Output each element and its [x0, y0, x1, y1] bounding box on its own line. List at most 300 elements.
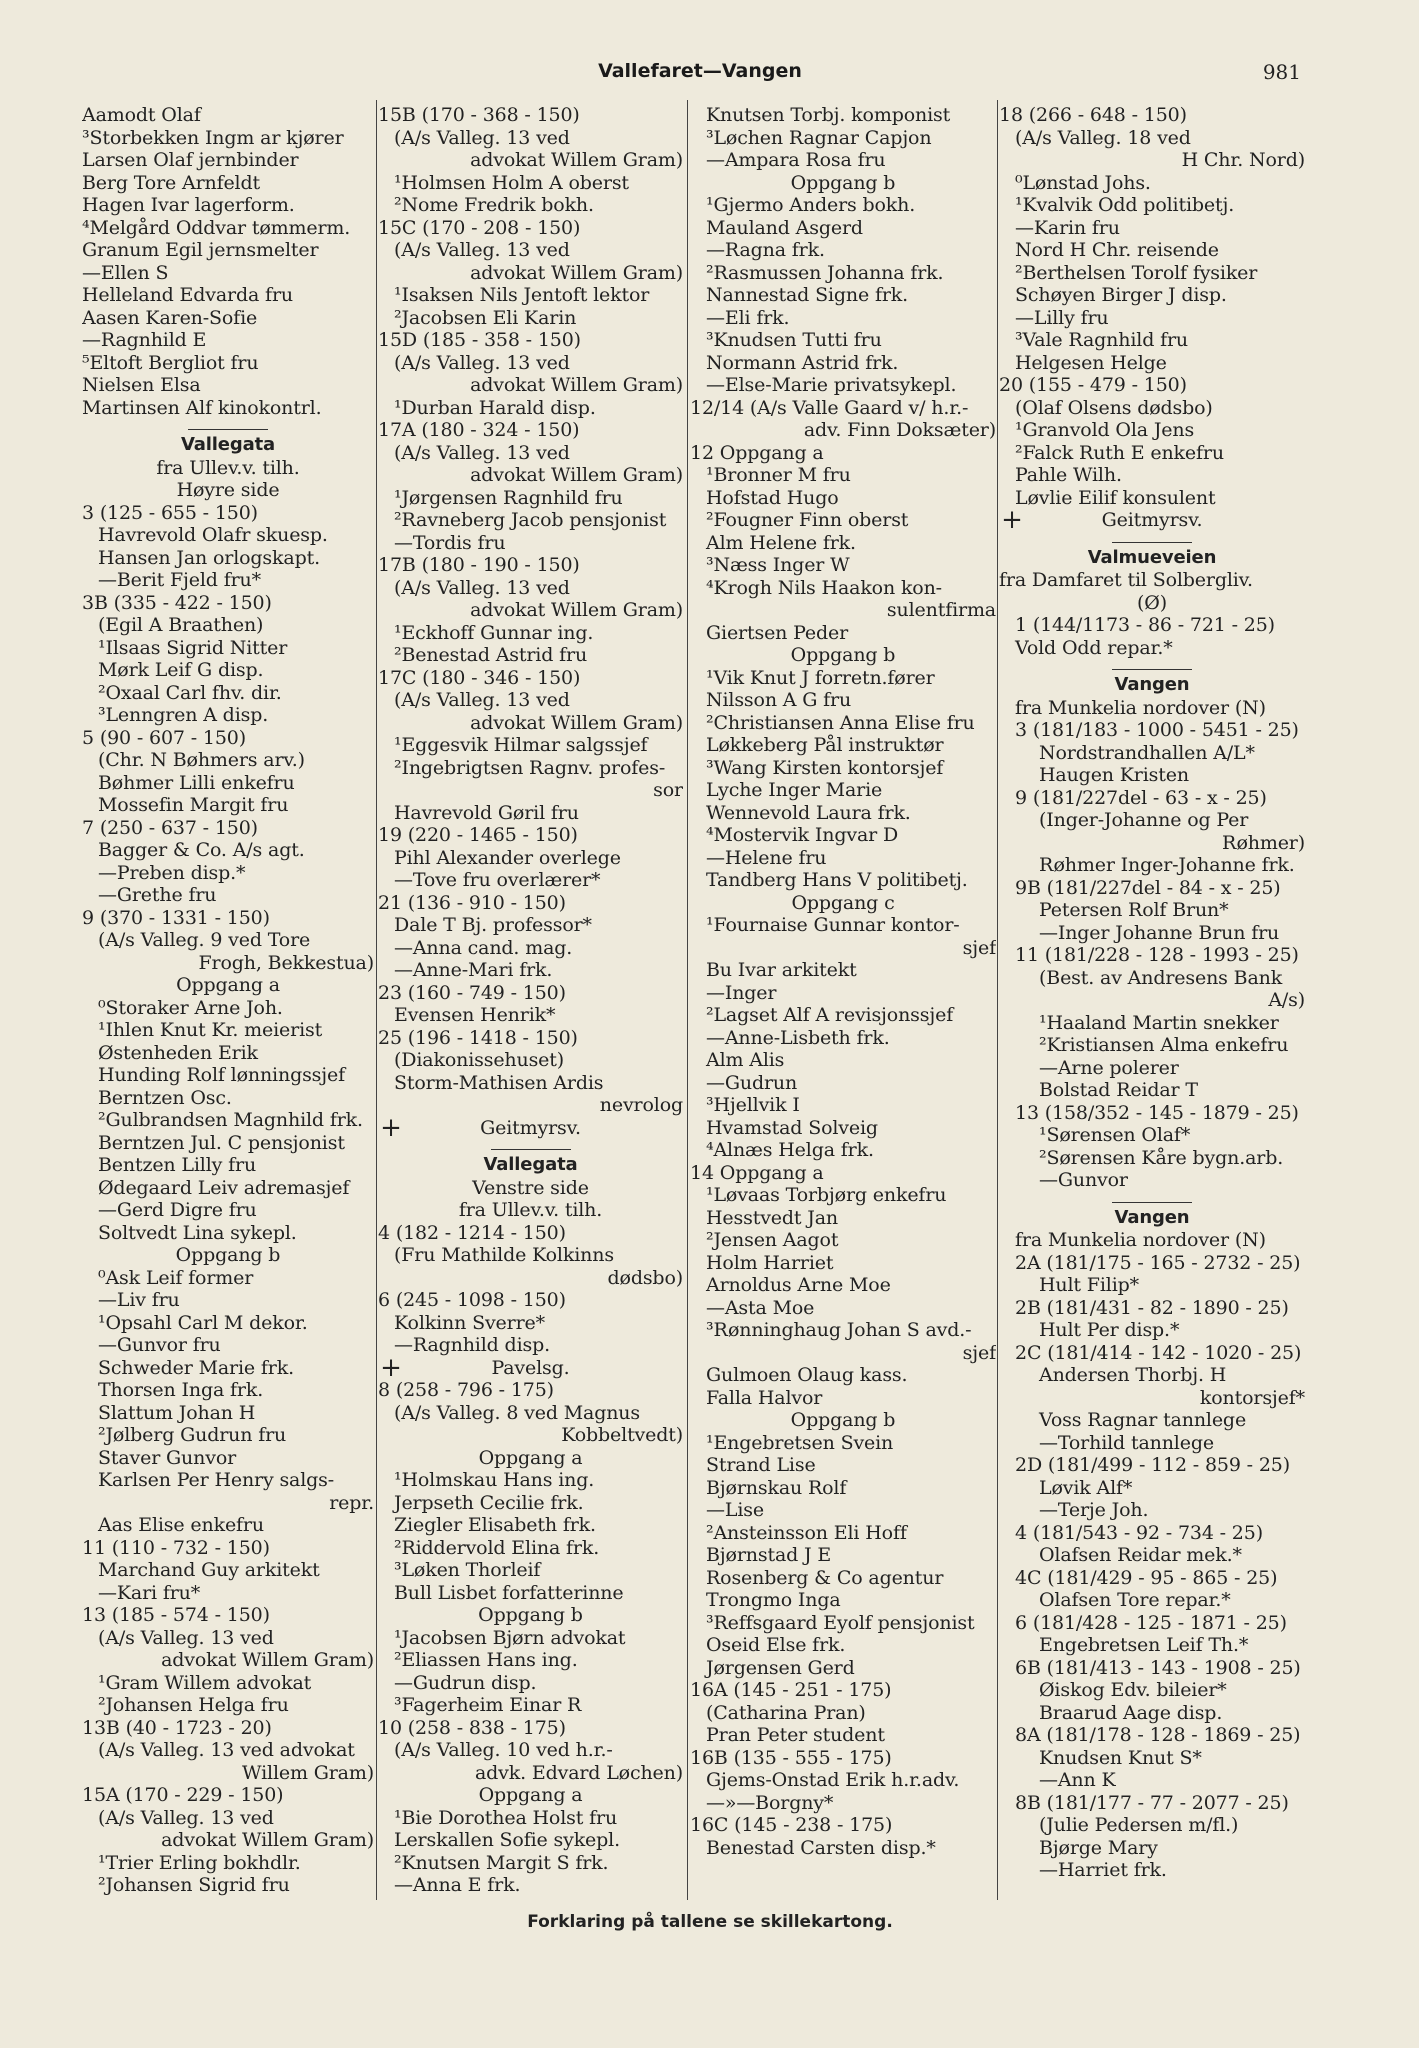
line-text: 6 (245 - 1098 - 150) — [378, 1289, 566, 1311]
line-text: ³Rønninghaug Johan S avd.- — [706, 1319, 972, 1341]
directory-line — [690, 1027, 996, 1050]
directory-line — [82, 104, 374, 127]
directory-line — [999, 374, 1305, 397]
line-text: ¹Eckhoff Gunnar ing. — [394, 621, 594, 644]
line-text: 17B (180 - 190 - 150) — [378, 554, 580, 576]
line-text: Bull Lisbet forfatterinne — [394, 1581, 624, 1604]
directory-line — [378, 509, 683, 532]
directory-line — [690, 1184, 996, 1207]
directory-line — [999, 1567, 1305, 1590]
line-text: (Catharina Pran) — [706, 1701, 866, 1724]
line-text: 3B (335 - 422 - 150) — [82, 591, 272, 614]
directory-line — [999, 764, 1305, 787]
line-text: 17C (180 - 346 - 150) — [378, 666, 581, 689]
line-text: fra Damfaret til Solbergliv. — [999, 569, 1253, 591]
directory-line — [999, 1124, 1305, 1147]
line-text: —Gudrun disp. — [394, 1671, 537, 1694]
directory-line — [999, 854, 1305, 877]
directory-line — [690, 554, 996, 577]
directory-line — [82, 1784, 374, 1807]
directory-line — [378, 1717, 683, 1740]
directory-line — [690, 1522, 996, 1545]
directory-line — [690, 1499, 996, 1522]
line-text: Hult Filip* — [1039, 1274, 1139, 1296]
line-text: Benestad Carsten disp.* — [706, 1836, 936, 1859]
line-text: Øiskog Edv. bileier* — [1039, 1679, 1227, 1701]
directory-line — [378, 1762, 683, 1785]
line-text: Nannestad Signe frk. — [706, 284, 909, 306]
directory-line — [690, 847, 996, 870]
line-text: ¹Granvold Ola Jens — [1015, 419, 1195, 441]
line-text: ²Johansen Helga fru — [98, 1694, 289, 1716]
directory-line — [82, 1469, 374, 1492]
directory-line — [378, 802, 683, 825]
line-text: Oppgang b — [790, 1409, 896, 1431]
directory-line — [690, 1297, 996, 1320]
line-text: 23 (160 - 749 - 150) — [378, 981, 566, 1004]
line-text: (Julie Pedersen m/fl.) — [1039, 1814, 1239, 1836]
directory-line — [82, 1357, 374, 1380]
directory-line — [378, 667, 683, 690]
line-text: Pran Peter student — [706, 1724, 885, 1746]
directory-line — [999, 419, 1305, 442]
line-text: —Berit Fjeld fru* — [98, 569, 261, 591]
directory-line — [378, 1537, 683, 1560]
line-text: ²Jensen Aagot — [706, 1229, 839, 1251]
directory-line — [82, 1672, 374, 1695]
directory-line — [378, 487, 683, 510]
column-2 — [378, 104, 683, 1897]
directory-line — [999, 1747, 1305, 1770]
line-text: Hagen Ivar lagerform. — [82, 194, 295, 216]
line-text: Haugen Kristen — [1039, 764, 1189, 786]
line-text: (A/s Valleg. 13 ved — [394, 239, 570, 261]
directory-line — [82, 974, 374, 997]
line-text: Braarud Aage disp. — [1039, 1701, 1223, 1724]
directory-line — [690, 1319, 996, 1342]
line-text: —Ragnhild E — [82, 329, 207, 351]
directory-line — [690, 329, 996, 352]
directory-line — [999, 149, 1305, 172]
directory-line — [690, 442, 996, 465]
directory-line — [378, 1094, 683, 1117]
line-text: 2D (181/499 - 112 - 859 - 25) — [1015, 1454, 1290, 1476]
line-text: 4 (181/543 - 92 - 734 - 25) — [1015, 1521, 1263, 1544]
line-text: advk. Edvard Løchen) — [474, 1761, 683, 1784]
line-text: Ziegler Elisabeth frk. — [394, 1514, 596, 1536]
line-text: ²Lagset Alf A revisjonssjef — [706, 1004, 954, 1026]
directory-line — [378, 284, 683, 307]
line-text: Staver Gunvor — [98, 1446, 237, 1469]
directory-line — [999, 877, 1305, 900]
directory-line — [999, 1792, 1305, 1815]
directory-line — [690, 1477, 996, 1500]
line-text: Marchand Guy arkitekt — [98, 1559, 320, 1581]
line-text: ¹Eggesvik Hilmar salgssjef — [394, 734, 648, 756]
line-text: Andersen Thorbj. H — [1039, 1364, 1227, 1386]
street-heading — [999, 674, 1305, 697]
line-text: ¹Opsahl Carl M dekor. — [98, 1311, 308, 1334]
directory-line — [378, 892, 683, 915]
directory-line — [999, 464, 1305, 487]
directory-line — [690, 1837, 996, 1860]
directory-line — [690, 149, 996, 172]
directory-line — [690, 869, 996, 892]
directory-line — [999, 592, 1305, 615]
directory-line — [690, 1342, 996, 1365]
line-text: Nielsen Elsa — [82, 374, 201, 396]
line-text: nevrolog — [599, 1094, 683, 1116]
line-text: —Preben disp.* — [98, 861, 246, 884]
line-text: ³Løken Thorleif — [394, 1559, 541, 1581]
directory-line — [690, 644, 996, 667]
line-text: Oppgang b — [790, 644, 896, 666]
line-text: Mauland Asgerd — [706, 216, 863, 239]
line-text: ²Benestad Astrid fru — [394, 644, 588, 666]
line-text: —Gunvor — [1039, 1169, 1128, 1191]
line-text: ¹Sørensen Olaf* — [1039, 1124, 1191, 1146]
directory-line — [378, 1289, 683, 1312]
line-text: 11 (181/228 - 128 - 1993 - 25) — [1015, 944, 1299, 966]
line-text: sjef — [962, 1341, 996, 1364]
directory-line — [378, 1402, 683, 1425]
page-number: 981 — [1262, 60, 1301, 84]
line-text: Schweder Marie frk. — [98, 1356, 294, 1379]
line-text: Olafsen Reidar mek.* — [1039, 1544, 1242, 1566]
line-text: ¹Jacobsen Bjørn advokat — [394, 1626, 626, 1649]
line-text: ²Falck Ruth E enkefru — [1015, 441, 1224, 464]
line-text: —Ragnhild disp. — [394, 1334, 551, 1356]
directory-line — [82, 749, 374, 772]
line-text: Lerskallen Sofie sykepl. — [394, 1829, 620, 1851]
line-text: Vallegata — [180, 434, 276, 455]
line-text: ²Rasmussen Johanna frk. — [706, 261, 944, 284]
directory-line — [999, 1297, 1305, 1320]
directory-line — [82, 1379, 374, 1402]
directory-line — [82, 1537, 374, 1560]
section-rule — [491, 1149, 571, 1150]
directory-line — [82, 217, 374, 240]
directory-line — [999, 509, 1305, 532]
directory-line — [378, 1379, 683, 1402]
directory-line — [999, 1364, 1305, 1387]
directory-line — [82, 907, 374, 930]
directory-line — [82, 1559, 374, 1582]
directory-line — [690, 1117, 996, 1140]
directory-line — [82, 952, 374, 975]
directory-line — [999, 1432, 1305, 1455]
directory-line — [82, 1447, 374, 1470]
directory-line — [378, 1514, 683, 1537]
cross-street-icon: + — [1001, 509, 1023, 532]
directory-line — [690, 509, 996, 532]
directory-line — [690, 1409, 996, 1432]
line-text: (Best. av Andresens Bank — [1039, 966, 1283, 989]
directory-line — [378, 1807, 683, 1830]
directory-line — [999, 1837, 1305, 1860]
line-text: H Chr. Nord) — [1181, 149, 1305, 171]
directory-line — [82, 1514, 374, 1537]
directory-line — [690, 1589, 996, 1612]
line-text: ¹Holmskau Hans ing. — [394, 1469, 595, 1491]
line-text: Kobbeltvedt) — [561, 1424, 683, 1446]
directory-line — [690, 1364, 996, 1387]
directory-line — [82, 1312, 374, 1335]
directory-line — [378, 1447, 683, 1470]
line-text: 4 (182 - 1214 - 150) — [378, 1221, 566, 1244]
directory-line — [82, 569, 374, 592]
directory-line — [690, 464, 996, 487]
directory-line — [82, 794, 374, 817]
line-text: ²Ansteinsson Eli Hoff — [706, 1521, 907, 1544]
directory-line — [999, 1012, 1305, 1035]
directory-line — [378, 1072, 683, 1095]
directory-line — [999, 1522, 1305, 1545]
directory-line — [82, 614, 374, 637]
directory-line — [82, 149, 374, 172]
directory-line — [82, 1762, 374, 1785]
line-text: 16B (135 - 555 - 175) — [690, 1746, 892, 1769]
directory-line — [82, 637, 374, 660]
directory-line — [999, 1814, 1305, 1837]
line-text: Bjørge Mary — [1039, 1836, 1158, 1859]
directory-line — [999, 922, 1305, 945]
directory-line — [82, 284, 374, 307]
directory-line — [690, 307, 996, 330]
line-text: Oppgang b — [790, 171, 896, 194]
line-text: —Gerd Digre fru — [98, 1199, 257, 1221]
directory-line — [82, 397, 374, 420]
directory-line — [378, 937, 683, 960]
line-text: Alm Helene frk. — [706, 531, 856, 554]
line-text: —Ellen S — [82, 261, 169, 284]
line-text: ³Løchen Ragnar Capjon — [706, 126, 932, 149]
line-text: (A/s Valleg. 8 ved Magnus — [394, 1401, 640, 1424]
line-text: ¹Fournaise Gunnar kontor- — [706, 914, 960, 936]
directory-line — [82, 1582, 374, 1605]
directory-line — [690, 1612, 996, 1635]
directory-line — [999, 352, 1305, 375]
line-text: 15A (170 - 229 - 150) — [82, 1784, 284, 1806]
line-text: Strand Lise — [706, 1454, 816, 1476]
line-text: ¹Løvaas Torbjørg enkefru — [706, 1184, 947, 1206]
directory-line — [378, 824, 683, 847]
directory-line — [378, 689, 683, 712]
line-text: Høyre side — [176, 479, 280, 501]
line-text: ²Christiansen Anna Elise fru — [706, 711, 975, 734]
directory-line — [999, 1769, 1305, 1792]
line-text: 16A (145 - 251 - 175) — [690, 1679, 892, 1701]
line-text: 19 (220 - 1465 - 150) — [378, 824, 578, 846]
directory-line — [999, 1544, 1305, 1567]
line-text: Vangen — [1114, 1206, 1190, 1228]
line-text: adv. Finn Doksæter) — [803, 419, 996, 441]
directory-line — [999, 284, 1305, 307]
directory-line — [378, 757, 683, 780]
directory-line — [999, 989, 1305, 1012]
line-text: Aas Elise enkefru — [98, 1514, 264, 1536]
line-text: Berntzen Osc. — [98, 1086, 232, 1109]
directory-line — [999, 487, 1305, 510]
directory-line — [82, 1492, 374, 1515]
line-text: A/s) — [1268, 989, 1305, 1011]
line-text: Jørgensen Gerd — [706, 1656, 855, 1679]
directory-line — [999, 1859, 1305, 1882]
directory-line — [690, 532, 996, 555]
directory-line — [378, 217, 683, 240]
line-text: Nord H Chr. reisende — [1015, 239, 1219, 261]
directory-line — [82, 884, 374, 907]
directory-line — [378, 1357, 683, 1380]
line-text: (Egil A Braathen) — [98, 614, 264, 636]
directory-line — [999, 1612, 1305, 1635]
line-text: —Ann K — [1039, 1769, 1116, 1791]
directory-line — [82, 1289, 374, 1312]
line-text: advokat Willem Gram) — [470, 261, 683, 284]
line-text: ³Vale Ragnhild fru — [1015, 329, 1188, 351]
section-rule — [188, 429, 268, 430]
line-text: ¹Bronner M fru — [706, 464, 851, 486]
line-text: 13 (185 - 574 - 150) — [82, 1604, 270, 1626]
line-text: 6 (181/428 - 125 - 1871 - 25) — [1015, 1611, 1287, 1634]
column-divider — [687, 100, 688, 1900]
line-text: 18 (266 - 648 - 150) — [999, 104, 1187, 126]
directory-line — [999, 809, 1305, 832]
line-text: 8B (181/177 - 77 - 2077 - 25) — [1015, 1791, 1289, 1814]
line-text: Knudsen Knut S* — [1039, 1746, 1202, 1769]
directory-line — [690, 419, 996, 442]
line-text: Falla Halvor — [706, 1386, 823, 1409]
directory-line — [999, 127, 1305, 150]
directory-line — [378, 104, 683, 127]
directory-line — [999, 1252, 1305, 1275]
directory-line — [378, 577, 683, 600]
line-text: Berg Tore Arnfeldt — [82, 171, 260, 194]
directory-line — [690, 982, 996, 1005]
line-text: repr. — [329, 1491, 374, 1514]
directory-line — [999, 1034, 1305, 1057]
line-text: —Tordis fru — [394, 531, 506, 554]
line-text: —»—Borgny* — [706, 1791, 834, 1814]
line-text: Helleland Edvarda fru — [82, 284, 293, 306]
directory-line — [690, 127, 996, 150]
line-text: advokat Willem Gram) — [161, 1649, 374, 1671]
line-text: ²Jacobsen Eli Karin — [394, 306, 577, 329]
column-3 — [690, 104, 996, 1859]
directory-line — [378, 419, 683, 442]
directory-line — [378, 532, 683, 555]
directory-line — [690, 1387, 996, 1410]
line-text: Hesstvedt Jan — [706, 1206, 838, 1229]
line-text: —Karin fru — [1015, 216, 1120, 239]
line-text: Wennevold Laura frk. — [706, 801, 911, 824]
line-text: advokat Willem Gram) — [470, 711, 683, 734]
directory-line — [690, 937, 996, 960]
directory-line — [82, 1627, 374, 1650]
directory-line — [378, 734, 683, 757]
line-text: 20 (155 - 479 - 150) — [999, 374, 1187, 396]
line-text: Aasen Karen-Sofie — [82, 306, 258, 329]
directory-line — [82, 1334, 374, 1357]
line-text: (A/s Valleg. 18 ved — [1015, 126, 1191, 149]
directory-line — [378, 914, 683, 937]
line-text: ¹Gjermo Anders bokh. — [706, 194, 916, 216]
column-1 — [82, 104, 374, 1897]
line-text: Geitmyrsv. — [480, 1116, 581, 1139]
directory-line — [690, 217, 996, 240]
line-text: Gjems-Onstad Erik h.r.adv. — [706, 1769, 960, 1791]
line-text: Oppgang b — [478, 1604, 583, 1626]
line-text: (Olaf Olsens dødsbo) — [1015, 396, 1213, 419]
directory-line — [999, 194, 1305, 217]
line-text: Lyche Inger Marie — [706, 779, 883, 801]
line-text: 8 (258 - 796 - 175) — [378, 1379, 554, 1401]
directory-line — [690, 1004, 996, 1027]
directory-line — [378, 1874, 683, 1897]
line-text: —Inger — [706, 981, 777, 1004]
directory-line — [378, 1559, 683, 1582]
line-text: Arnoldus Arne Moe — [706, 1274, 891, 1296]
directory-line — [999, 1499, 1305, 1522]
line-text: —Inger Johanne Brun fru — [1039, 921, 1280, 944]
line-text: Oppgang a — [176, 974, 280, 996]
directory-line — [378, 329, 683, 352]
directory-line — [378, 1334, 683, 1357]
directory-line — [690, 599, 996, 622]
line-text: ¹Engebretsen Svein — [706, 1431, 894, 1454]
directory-line — [82, 862, 374, 885]
directory-line — [690, 1657, 996, 1680]
line-text: 9 (370 - 1331 - 150) — [82, 906, 270, 929]
line-text: ¹Isaksen Nils Jentoft lektor — [394, 284, 650, 306]
line-text: Oppgang c — [791, 891, 895, 914]
directory-line — [999, 1274, 1305, 1297]
line-text: —Eli frk. — [706, 306, 790, 329]
directory-line — [378, 239, 683, 262]
directory-line — [999, 1169, 1305, 1192]
line-text: Vangen — [1114, 674, 1190, 695]
line-text: ³Reffsgaard Eyolf pensjonist — [706, 1611, 975, 1634]
line-text: ¹Ihlen Knut Kr. meierist — [98, 1019, 323, 1041]
line-text: ³Næss Inger W — [706, 554, 850, 576]
directory-line — [690, 1432, 996, 1455]
line-text: Vallegata — [483, 1154, 578, 1175]
directory-line — [999, 1724, 1305, 1747]
line-text: sor — [653, 779, 683, 801]
directory-line — [690, 779, 996, 802]
line-text: ¹Durban Harald disp. — [394, 396, 596, 419]
directory-line — [999, 1079, 1305, 1102]
line-text: kontorsjef* — [1199, 1386, 1305, 1409]
line-text: Hansen Jan orlogskapt. — [98, 546, 320, 569]
line-text: Alm Alis — [706, 1049, 785, 1071]
directory-line — [690, 1567, 996, 1590]
directory-line — [82, 307, 374, 330]
line-text: Tandberg Hans V politibetj. — [706, 869, 968, 891]
line-text: Aamodt Olaf — [82, 104, 201, 126]
directory-line — [690, 914, 996, 937]
directory-line — [378, 1604, 683, 1627]
directory-line — [999, 1342, 1305, 1365]
directory-line — [378, 374, 683, 397]
line-text: ³Wang Kirsten kontorsjef — [706, 756, 944, 779]
line-text: ¹Kvalvik Odd politibetj. — [1015, 194, 1235, 216]
line-text: ¹Bie Dorothea Holst fru — [394, 1806, 618, 1829]
directory-line — [999, 832, 1305, 855]
line-text: 16C (145 - 238 - 175) — [690, 1814, 893, 1836]
directory-line — [378, 149, 683, 172]
directory-line — [690, 1679, 996, 1702]
